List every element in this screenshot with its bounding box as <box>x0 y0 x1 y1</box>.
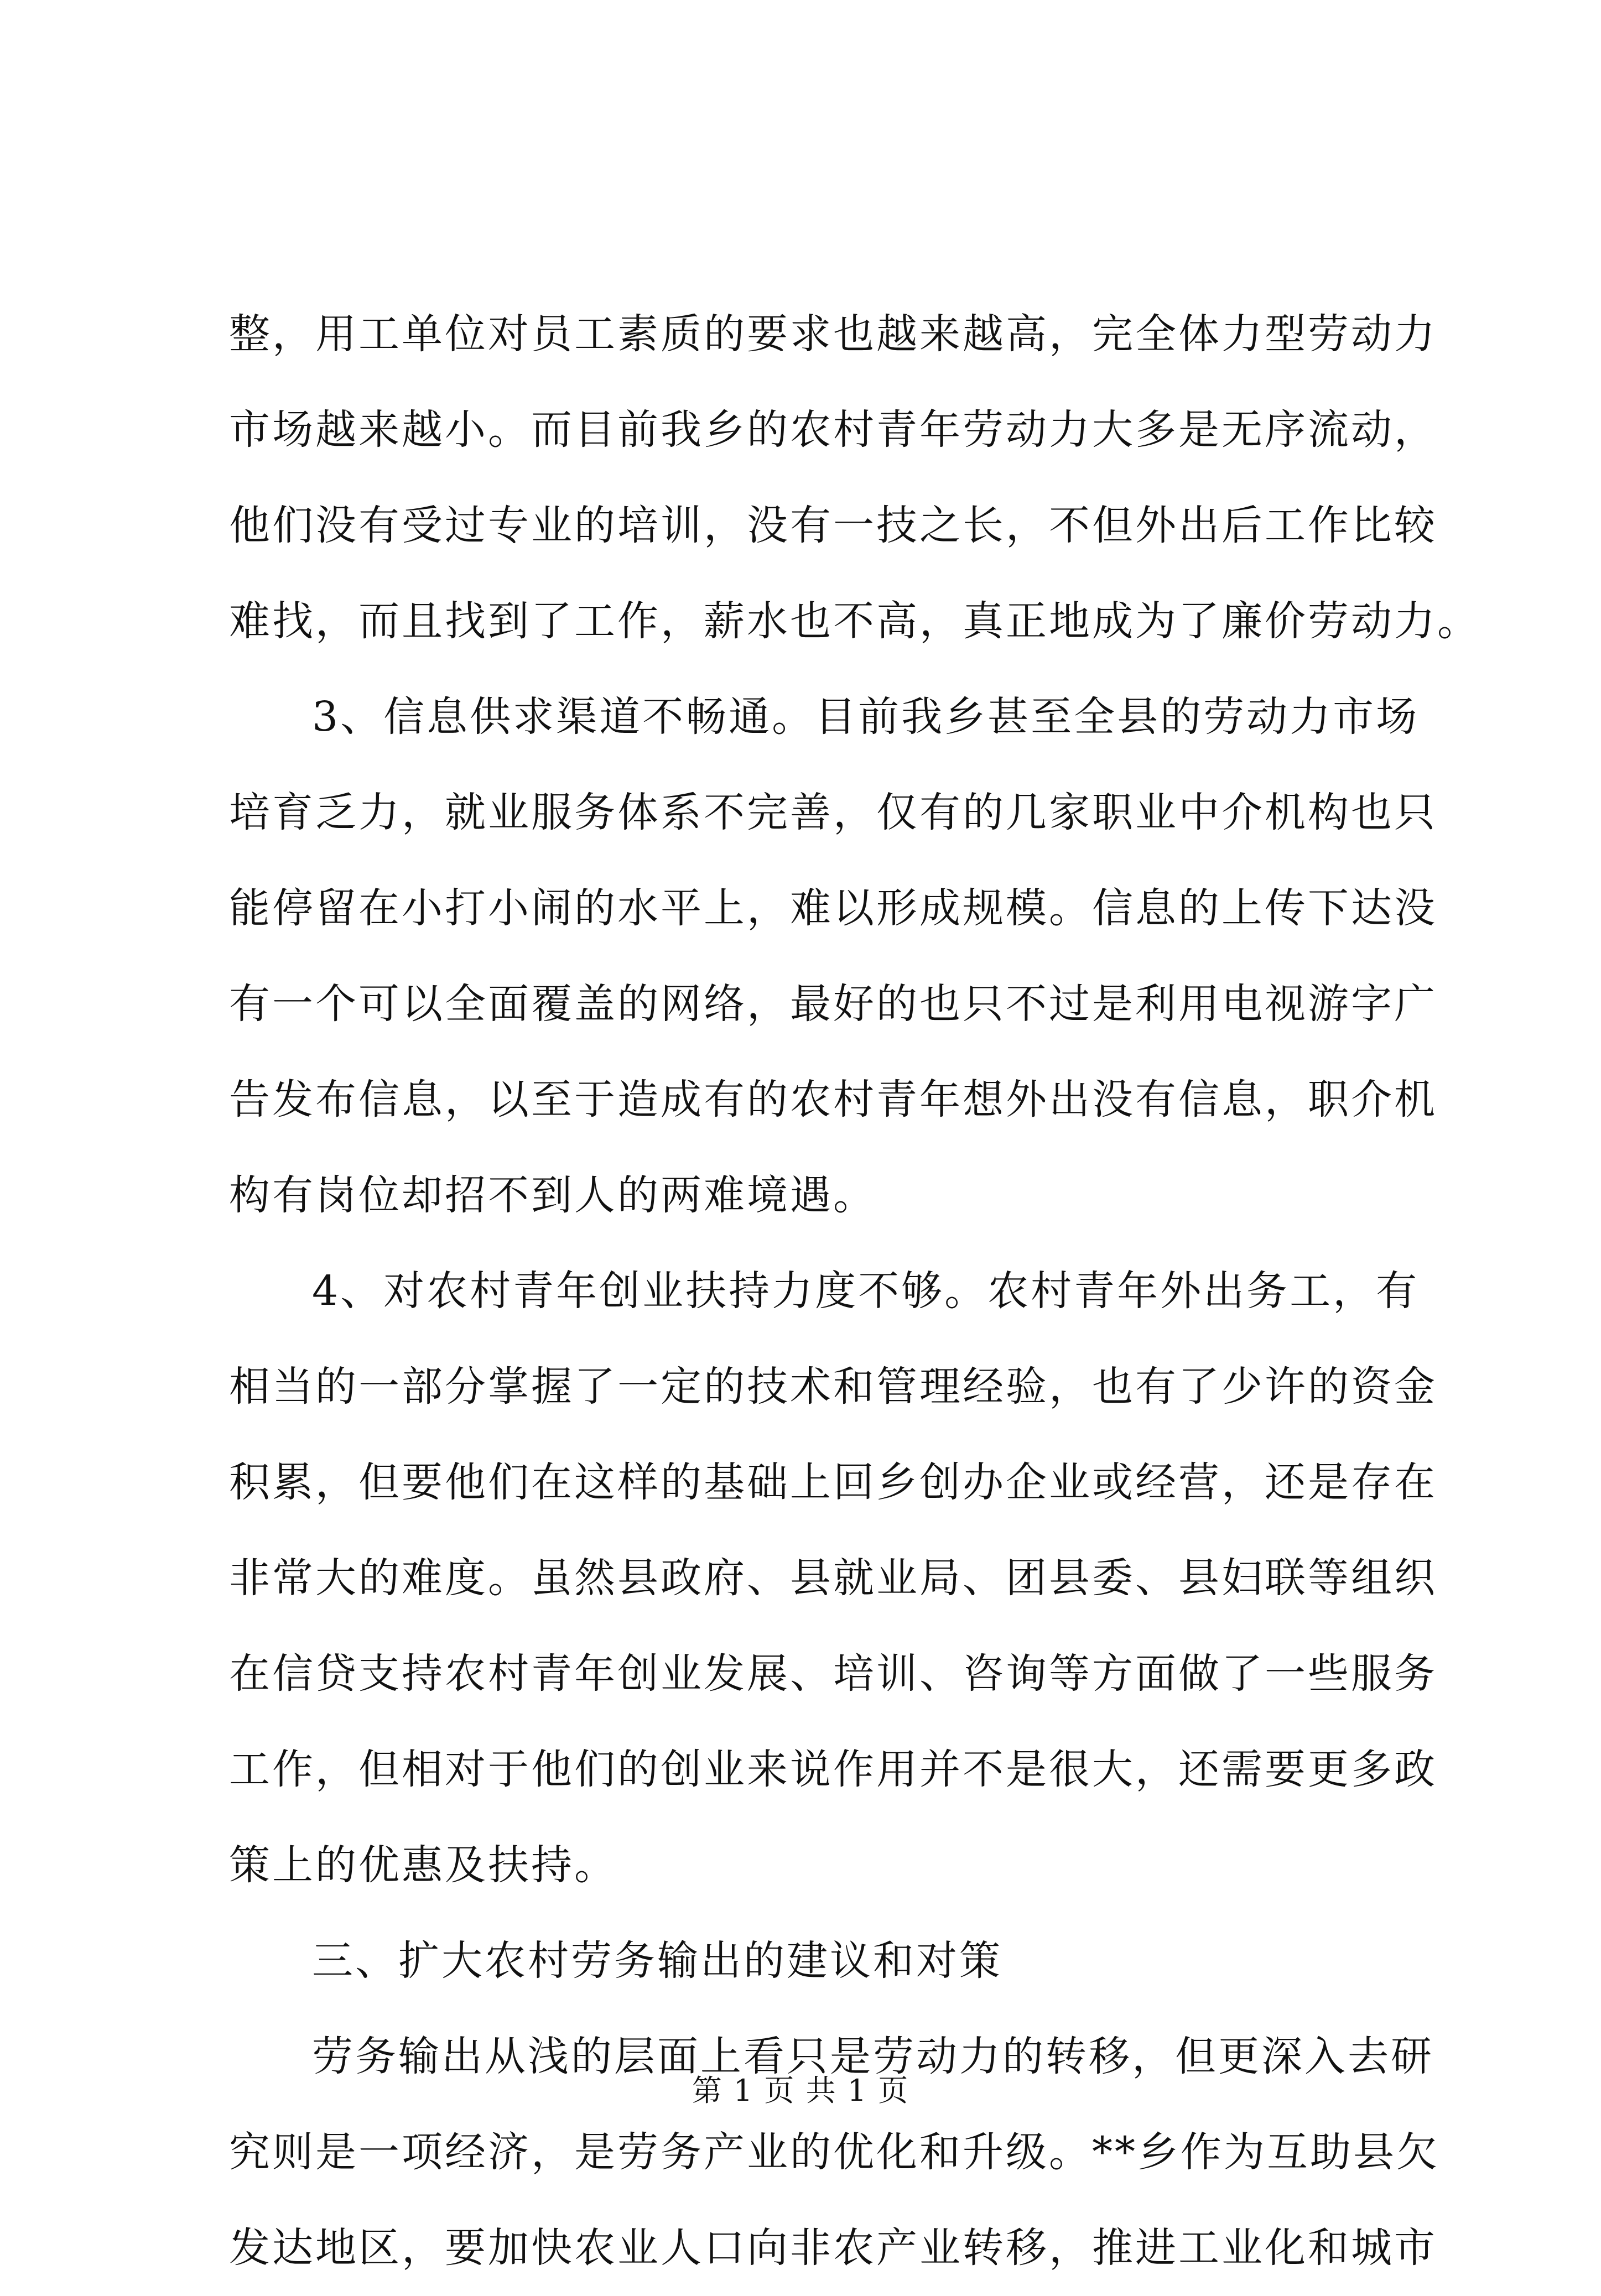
body-line: 非常大的难度。虽然县政府、县就业局、团县委、县妇联等组织 <box>229 1554 1437 1602</box>
body-line: 告发布信息，以至于造成有的农村青年想外出没有信息，职介机 <box>229 1076 1437 1123</box>
body-line: 相当的一部分掌握了一定的技术和管理经验，也有了少许的资金 <box>229 1363 1437 1410</box>
page-footer <box>0 2071 1601 2110</box>
body-line: 积累，但要他们在这样的基础上回乡创办企业或经营，还是存在 <box>229 1459 1437 1506</box>
body-line: 有一个可以全面覆盖的网络，最好的也只不过是利用电视游字广 <box>229 980 1437 1028</box>
document-body <box>229 287 1480 2296</box>
paragraph-start-line: 3、信息供求渠道不畅通。目前我乡甚至全县的劳动力市场 <box>312 693 1420 741</box>
body-line: 培育乏力，就业服务体系不完善，仅有的几家职业中介机构也只 <box>229 789 1437 836</box>
body-line: 整，用工单位对员工素质的要求也越来越高，完全体力型劳动力 <box>229 310 1437 358</box>
body-line: 他们没有受过专业的培训，没有一技之长，不但外出后工作比较 <box>229 502 1437 549</box>
paragraph-end-line: 构有岗位却招不到人的两难境遇。 <box>229 1172 876 1219</box>
paragraph-end-line: 策上的优惠及扶持。 <box>229 1841 617 1889</box>
body-line: 发达地区，要加快农业人口向非农产业转移，推进工业化和城市 <box>229 2224 1437 2272</box>
page-number-label: 第 1 页 共 1 页 <box>692 2073 909 2108</box>
body-line: 究则是一项经济，是劳务产业的优化和升级。**乡作为互助县欠 <box>229 2128 1439 2176</box>
body-line: 能停留在小打小闹的水平上，难以形成规模。信息的上传下达没 <box>229 884 1437 932</box>
body-line: 在信贷支持农村青年创业发展、培训、咨询等方面做了一些服务 <box>229 1650 1437 1698</box>
paragraph-start-line: 劳务输出从浅的层面上看只是劳动力的转移，但更深入去研 <box>312 2033 1434 2080</box>
body-line: 工作，但相对于他们的创业来说作用并不是很大，还需要更多政 <box>229 1746 1437 1793</box>
body-line: 难找，而且找到了工作，薪水也不高，真正地成为了廉价劳动力。 <box>229 597 1480 645</box>
section-heading: 三、扩大农村劳务输出的建议和对策 <box>312 1937 1002 1985</box>
body-line: 市场越来越小。而目前我乡的农村青年劳动力大多是无序流动， <box>229 406 1437 454</box>
paragraph-start-line: 4、对农村青年创业扶持力度不够。农村青年外出务工，有 <box>312 1267 1420 1315</box>
